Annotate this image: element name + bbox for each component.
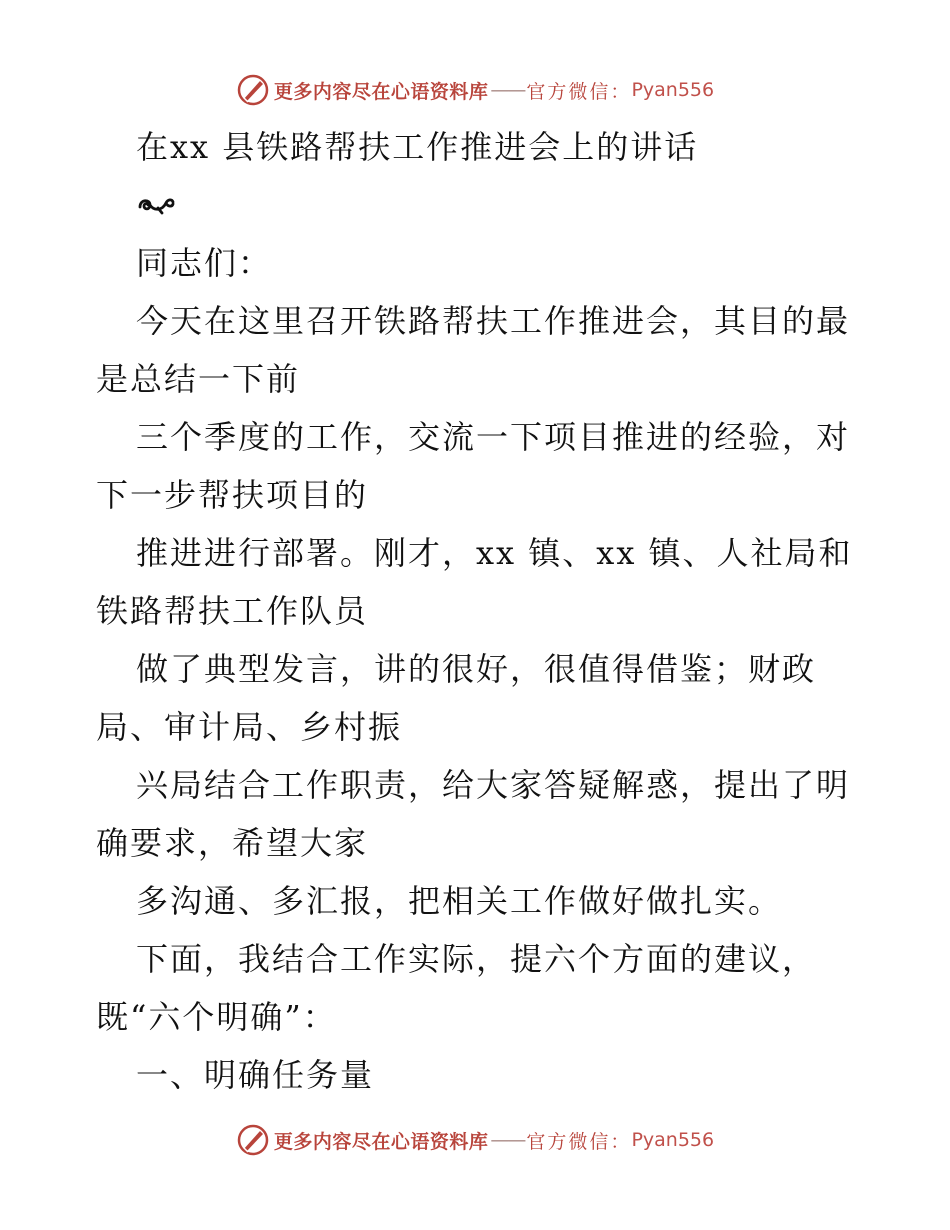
banner-wechat-id: Pyan556 (631, 79, 715, 101)
paragraph-line: 确要求，希望大家 (96, 824, 369, 862)
paragraph-line: 多沟通、多汇报，把相关工作做好做扎实。 (136, 882, 783, 920)
paragraph-line: 做了典型发言，讲的很好，很值得借鉴；财政 (136, 650, 817, 688)
paragraph-line: 三个季度的工作，交流一下项目推进的经验，对 (136, 418, 851, 456)
banner-main-text: 更多内容尽在心语资料库 (273, 80, 489, 103)
paragraph-line: 下一步帮扶项目的 (96, 476, 369, 514)
banner-separator: —— (490, 1129, 525, 1151)
paragraph-line: 今天在这里召开铁路帮扶工作推进会，其目的最 (136, 302, 851, 340)
banner-wechat-label: 官方微信： (526, 1130, 632, 1153)
paragraph-line: 兴局结合工作职责，给大家答疑解惑，提出了明 (136, 766, 851, 804)
banner-wechat-label: 官方微信： (526, 80, 632, 103)
paragraph-line: 推进进行部署。刚才，xx 镇、xx 镇、人社局和 (136, 534, 853, 572)
flourish-ornament (96, 176, 856, 234)
footer-banner (0, 1120, 950, 1160)
quill-pen-logo-icon (236, 1123, 270, 1157)
paragraph-line: 既“六个明确”： (96, 998, 337, 1036)
salutation: 同志们： (136, 244, 273, 282)
header-banner (0, 70, 950, 110)
paragraph-line: 铁路帮扶工作队员 (96, 592, 369, 630)
quill-pen-logo-icon (236, 73, 270, 107)
paragraph-line: 是总结一下前 (96, 360, 301, 398)
paragraph-line: 局、审计局、乡村振 (96, 708, 403, 746)
paragraph-line: 下面，我结合工作实际，提六个方面的建议， (136, 940, 817, 978)
flourish-icon (136, 193, 176, 217)
banner-main-text: 更多内容尽在心语资料库 (273, 1130, 489, 1153)
banner-wechat-id: Pyan556 (631, 1129, 715, 1151)
document-title: 在xx 县铁路帮扶工作推进会上的讲话 (136, 128, 699, 166)
banner-separator: —— (490, 79, 525, 101)
section-heading: 一、明确任务量 (136, 1056, 375, 1094)
document-body (96, 118, 856, 1104)
